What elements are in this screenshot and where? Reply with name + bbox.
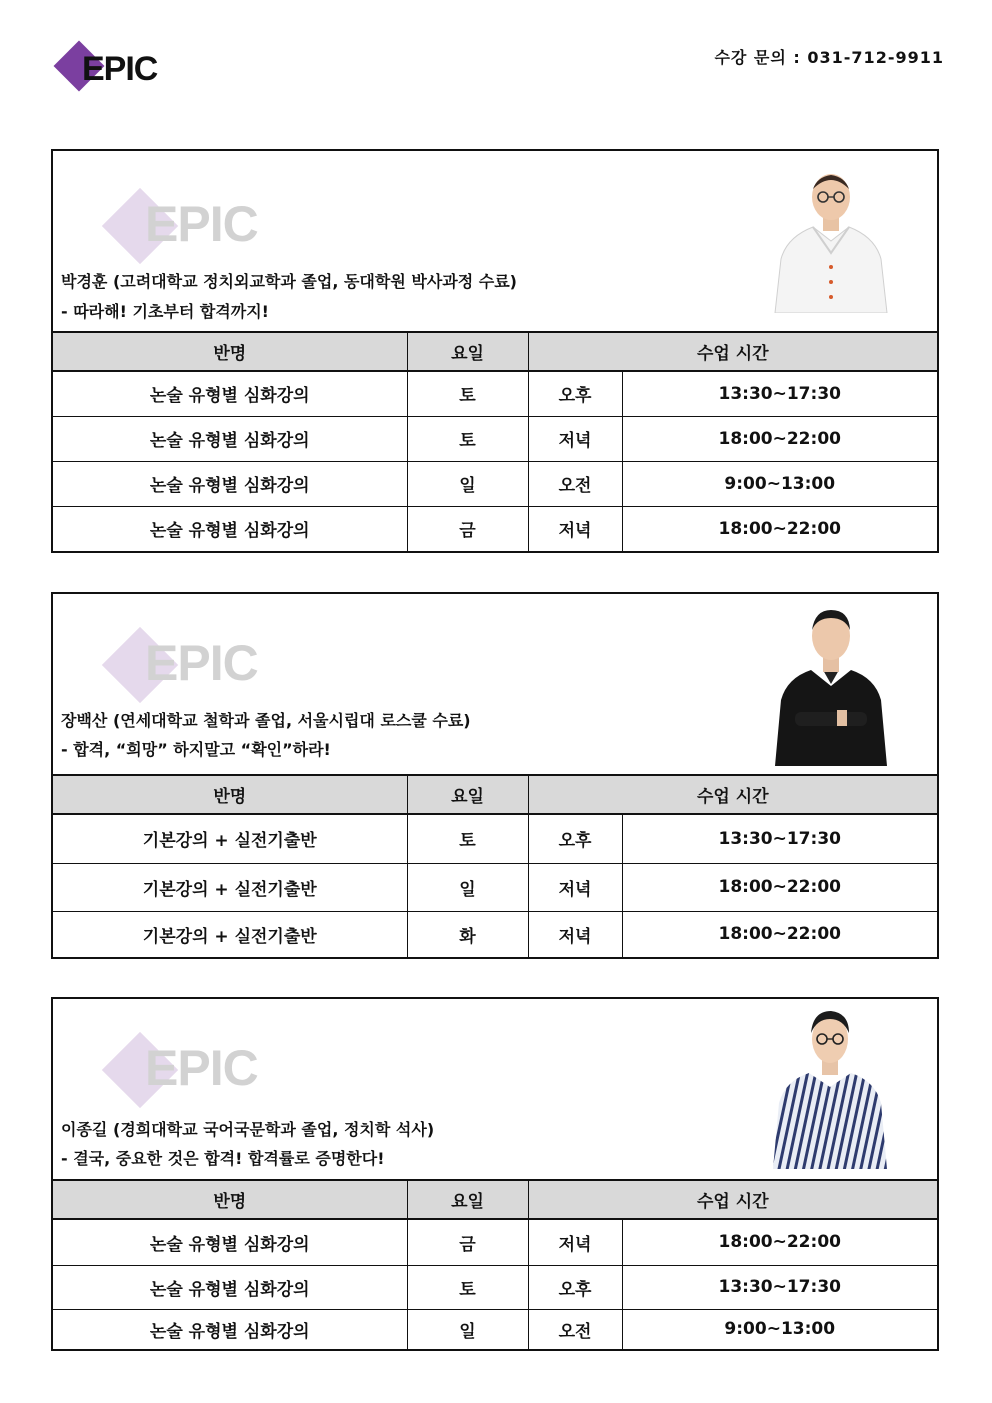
epic-watermark: EPIC	[105, 187, 275, 277]
cell-time: 13:30~17:30	[622, 1265, 937, 1309]
teacher-card	[51, 997, 939, 1351]
cell-class: 논술 유형별 심화강의	[53, 1309, 407, 1349]
teacher-card	[51, 149, 939, 553]
table-row	[53, 506, 937, 551]
table-row	[53, 814, 937, 863]
contact-info: 수강 문의 : 031-712-9911	[714, 48, 944, 67]
schedule-table	[53, 776, 937, 957]
teacher-photo	[771, 1007, 889, 1169]
teacher-photo	[775, 604, 887, 766]
header-time: 수업 시간	[528, 776, 937, 814]
cell-class: 논술 유형별 심화강의	[53, 1219, 407, 1265]
cell-class: 기본강의 + 실전기출반	[53, 911, 407, 957]
schedule-table	[53, 1181, 937, 1349]
teacher-name: 장백산 (연세대학교 철학과 졸업, 서울시립대 로스쿨 수료)	[61, 711, 471, 730]
header-class: 반명	[53, 1181, 407, 1219]
teacher-name: 이종길 (경희대학교 국어국문학과 졸업, 정치학 석사)	[61, 1120, 435, 1139]
epic-watermark: EPIC	[105, 1031, 275, 1121]
cell-class: 논술 유형별 심화강의	[53, 506, 407, 551]
cell-day: 토	[407, 814, 528, 863]
cell-class: 논술 유형별 심화강의	[53, 416, 407, 461]
cell-period: 오후	[528, 814, 622, 863]
cell-day: 토	[407, 1265, 528, 1309]
cell-class: 기본강의 + 실전기출반	[53, 863, 407, 911]
cell-time: 18:00~22:00	[622, 911, 937, 957]
cell-period: 저녁	[528, 863, 622, 911]
cell-time: 18:00~22:00	[622, 416, 937, 461]
cell-period: 저녁	[528, 506, 622, 551]
cell-period: 저녁	[528, 1219, 622, 1265]
table-row	[53, 1219, 937, 1265]
header-day: 요일	[407, 333, 528, 371]
cell-time: 18:00~22:00	[622, 1219, 937, 1265]
cell-day: 일	[407, 461, 528, 506]
teacher-card	[51, 592, 939, 959]
cell-day: 금	[407, 506, 528, 551]
cell-period: 저녁	[528, 416, 622, 461]
cell-time: 9:00~13:00	[622, 1309, 937, 1349]
cell-period: 저녁	[528, 911, 622, 957]
teacher-photo	[773, 167, 889, 313]
table-row	[53, 461, 937, 506]
cell-time: 9:00~13:00	[622, 461, 937, 506]
cell-day: 금	[407, 1219, 528, 1265]
header-class: 반명	[53, 333, 407, 371]
table-row	[53, 863, 937, 911]
teacher-slogan: - 따라해! 기초부터 합격까지!	[61, 302, 269, 321]
cell-class: 기본강의 + 실전기출반	[53, 814, 407, 863]
cell-class: 논술 유형별 심화강의	[53, 1265, 407, 1309]
cell-period: 오전	[528, 1309, 622, 1349]
epic-logo	[52, 42, 172, 98]
header-day: 요일	[407, 776, 528, 814]
cell-period: 오전	[528, 461, 622, 506]
cell-day: 토	[407, 416, 528, 461]
header-time: 수업 시간	[528, 1181, 937, 1219]
epic-watermark: EPIC	[105, 626, 275, 716]
header-day: 요일	[407, 1181, 528, 1219]
table-row	[53, 1309, 937, 1349]
header-time: 수업 시간	[528, 333, 937, 371]
table-row	[53, 416, 937, 461]
table-row	[53, 911, 937, 957]
cell-period: 오후	[528, 1265, 622, 1309]
cell-day: 일	[407, 863, 528, 911]
cell-day: 토	[407, 371, 528, 416]
cell-class: 논술 유형별 심화강의	[53, 371, 407, 416]
teacher-slogan: - 합격, “희망” 하지말고 “확인”하라!	[61, 740, 331, 759]
logo-text: EPIC	[82, 50, 158, 88]
schedule-table	[53, 333, 937, 551]
cell-time: 18:00~22:00	[622, 863, 937, 911]
cell-time: 18:00~22:00	[622, 506, 937, 551]
teacher-slogan: - 결국, 중요한 것은 합격! 합격률로 증명한다!	[61, 1149, 385, 1168]
table-row	[53, 1265, 937, 1309]
cell-day: 일	[407, 1309, 528, 1349]
teacher-name: 박경훈 (고려대학교 정치외교학과 졸업, 동대학원 박사과정 수료)	[61, 272, 517, 291]
table-row	[53, 371, 937, 416]
cell-time: 13:30~17:30	[622, 814, 937, 863]
header-class: 반명	[53, 776, 407, 814]
cell-time: 13:30~17:30	[622, 371, 937, 416]
cell-class: 논술 유형별 심화강의	[53, 461, 407, 506]
cell-day: 화	[407, 911, 528, 957]
cell-period: 오후	[528, 371, 622, 416]
